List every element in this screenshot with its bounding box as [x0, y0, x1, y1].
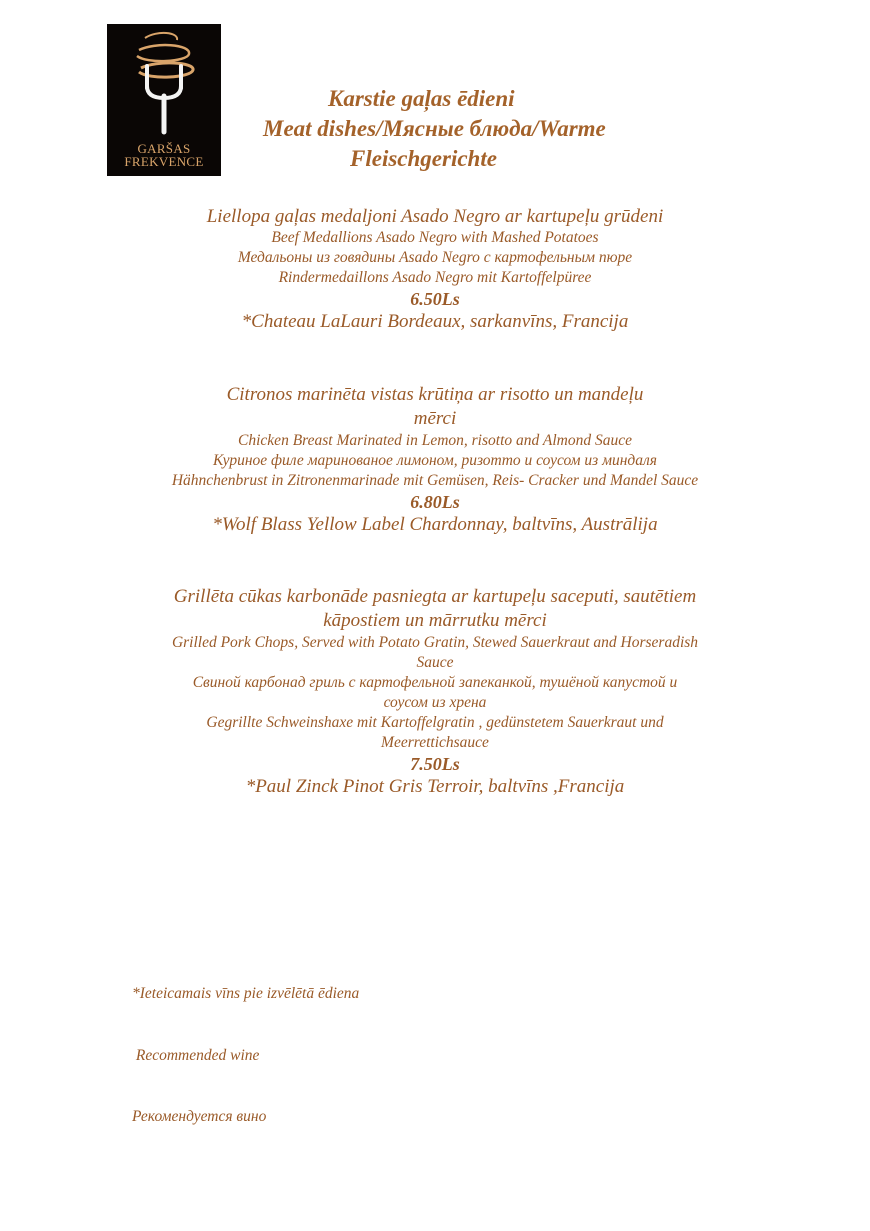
- dish-price: 6.50Ls: [410, 289, 460, 309]
- dish-price: 7.50Ls: [410, 754, 460, 774]
- dish-name-ru: Свиной карбонад гриль с картофельной запеканкой, тушёной капустой и: [192, 674, 678, 691]
- dish-name-en: Grilled Pork Chops, Served with Potato Gratin, Stewed Sauerkraut and Horseradish: [171, 634, 699, 651]
- wine-recommendation: *Paul Zinck Pinot Gris Terroir, baltvīns ,Francija: [245, 776, 625, 797]
- dish-name-lv: Citronos marinēta vistas krūtiņa ar risotto un mandeļu: [226, 384, 644, 405]
- footnote: [132, 943, 359, 1148]
- dish-name-lv: mērci: [413, 408, 457, 429]
- footnote-lv: *Ieteicamais vīns pie izvēlētā ēdiena: [132, 985, 360, 1002]
- dish-name-en: Chicken Breast Marinated in Lemon, risotto and Almond Sauce: [238, 432, 632, 449]
- heading-line2: Meat dishes/Мясные блюда/Warme: [263, 116, 606, 141]
- dish-item-1: [0, 205, 870, 334]
- restaurant-logo: [107, 24, 221, 176]
- dish-name-en: Sauce: [416, 654, 454, 671]
- dish-name-de: Hähnchenbrust in Zitronenmarinade mit Gemüsen, Reis- Cracker und Mandel Sauce: [171, 472, 699, 489]
- dish-name-lv: Grillēta cūkas karbonāde pasniegta ar kartupeļu saceputi, sautētiem: [173, 586, 697, 607]
- footnote-ru: Рекомендуется вино: [132, 1108, 267, 1125]
- wine-recommendation: *Wolf Blass Yellow Label Chardonnay, baltvīns, Austrālija: [212, 514, 658, 535]
- dish-name-en: Beef Medallions Asado Negro with Mashed Potatoes: [271, 229, 599, 246]
- heading-line1: Karstie gaļas ēdieni: [328, 86, 515, 111]
- fork-icon: [107, 24, 221, 144]
- logo-text-line2: FREKVENCE: [124, 154, 204, 169]
- logo-text-line1: GARŠAS: [137, 141, 191, 156]
- dish-item-2: [0, 383, 870, 537]
- dish-name-ru: Медальоны из говядины Asado Negro с картофельным пюре: [237, 249, 633, 266]
- dish-name-ru: Куриное филе маринованое лимоном, ризотто и соусом из миндаля: [213, 452, 657, 469]
- footnote-en: Recommended wine: [132, 1046, 260, 1064]
- dish-price: 6.80Ls: [410, 492, 460, 512]
- heading-line3: Fleischgerichte: [350, 146, 497, 171]
- dish-name-lv: kāpostiem un mārrutku mērci: [323, 610, 547, 631]
- dish-name-ru: соусом из хрена: [383, 694, 487, 711]
- wine-recommendation: *Chateau LaLauri Bordeaux, sarkanvīns, Francija: [241, 311, 629, 332]
- dish-name-lv: Liellopa gaļas medaljoni Asado Negro ar kartupeļu grūdeni: [206, 206, 664, 227]
- dish-name-de: Rindermedaillons Asado Negro mit Kartoffelpüree: [278, 269, 592, 286]
- dish-name-de: Meerrettichsauce: [381, 734, 489, 751]
- dish-item-3: [0, 585, 870, 799]
- dish-name-de: Gegrillte Schweinshaxe mit Kartoffelgratin , gedünstetem Sauerkraut und: [206, 714, 664, 731]
